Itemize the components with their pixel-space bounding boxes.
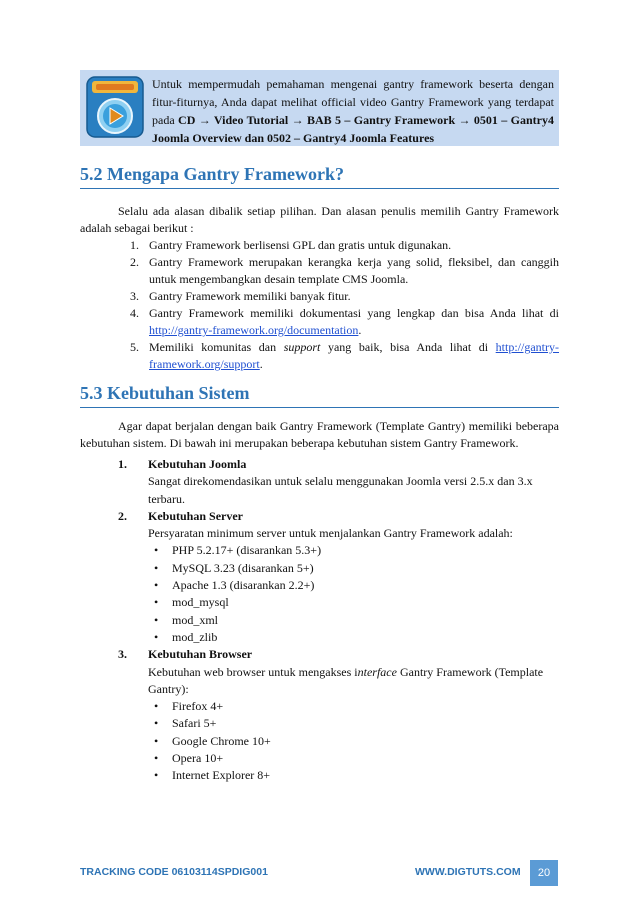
support-link[interactable]: http://gantry-framework.org/support (149, 340, 559, 371)
section-5-3-intro: Agar dapat berjalan dengan baik Gantry Framework (Template Gantry) memiliki beberapa kebutuhan sistem. Di bawah ini merupakan beberapa kebutuhan sistem Gantry Framework. (80, 419, 559, 450)
list-item: • Apache 1.3 (disarankan 2.2+) (154, 577, 559, 594)
note-bold-path: CD → Video Tutorial → BAB 5 – Gantry Framework → 0501 – Gantry4 Joomla Overview dan 0502 – Gantry4 Joomla Features (152, 113, 555, 145)
list-item: • mod_xml (154, 612, 559, 629)
reasons-list (130, 237, 559, 373)
list-item: • Google Chrome 10+ (154, 733, 559, 750)
list-item: • Opera 10+ (154, 750, 559, 767)
requirement-desc: Sangat direkomendasikan untuk selalu menggunakan Joomla versi 2.5.x dan 3.x terbaru. (148, 474, 533, 506)
requirements-list (118, 456, 559, 785)
list-item: 4. Gantry Framework memiliki dokumentasi yang lengkap dan bisa Anda lihat di http://gantry-framework.org/documentation. (130, 306, 559, 337)
list-item: • MySQL 3.23 (disarankan 5+) (154, 560, 559, 577)
video-note-box (80, 70, 559, 146)
requirement-title: 2. Kebutuhan Server (118, 508, 244, 523)
list-item: 3. Gantry Framework memiliki banyak fitur. (130, 289, 351, 303)
list-item: 2. Gantry Framework merupakan kerangka kerja yang solid, fleksibel, dan canggih untuk mengembangkan desain template CMS Joomla. (130, 255, 559, 286)
section-heading-5-3: 5.3 Kebutuhan Sistem (80, 383, 559, 408)
requirement-title: 3. Kebutuhan Browser (118, 647, 253, 662)
list-item: • Firefox 4+ (154, 698, 559, 715)
section-5-2-intro: Selalu ada alasan dibalik setiap pilihan. Dan alasan penulis memilih Gantry Framework adalah sebagai berikut : (80, 204, 559, 235)
requirement-desc: Kebutuhan web browser untuk mengakses interface Gantry Framework (Template Gantry): (148, 664, 544, 696)
video-icon (86, 76, 144, 138)
list-item: • mod_zlib (154, 629, 559, 646)
server-bullets (118, 542, 559, 646)
list-item: • mod_mysql (154, 594, 559, 611)
requirement-title: 1. Kebutuhan Joomla (118, 457, 247, 471)
list-item: 5. Memiliki komunitas dan support yang baik, bisa Anda lihat di http://gantry-framework.org/support. (130, 340, 559, 371)
list-item: 1. Gantry Framework berlisensi GPL dan gratis untuk digunakan. (130, 238, 452, 252)
section-heading-5-2: 5.2 Mengapa Gantry Framework? (80, 164, 559, 189)
note-text (152, 75, 554, 147)
footer-website[interactable]: WWW.DIGTUTS.COM (415, 866, 521, 878)
footer-tracking-code: TRACKING CODE 06103114SPDIG001 (80, 866, 268, 878)
documentation-link[interactable]: http://gantry-framework.org/documentation (149, 323, 359, 337)
list-item: • Safari 5+ (154, 715, 559, 732)
page-number: 20 (530, 860, 558, 886)
note-line: Untuk mempermudah pemahaman mengenai gantry framework beserta dengan fitur-fiturnya, Anda dapat melihat official video Gantry Framework yang terdapat pada (152, 77, 554, 127)
list-item: • Internet Explorer 8+ (154, 767, 559, 784)
browser-bullets (118, 698, 559, 784)
requirement-desc: Persyaratan minimum server untuk menjalankan Gantry Framework adalah: (148, 526, 513, 541)
list-item: • PHP 5.2.17+ (disarankan 5.3+) (154, 542, 559, 559)
